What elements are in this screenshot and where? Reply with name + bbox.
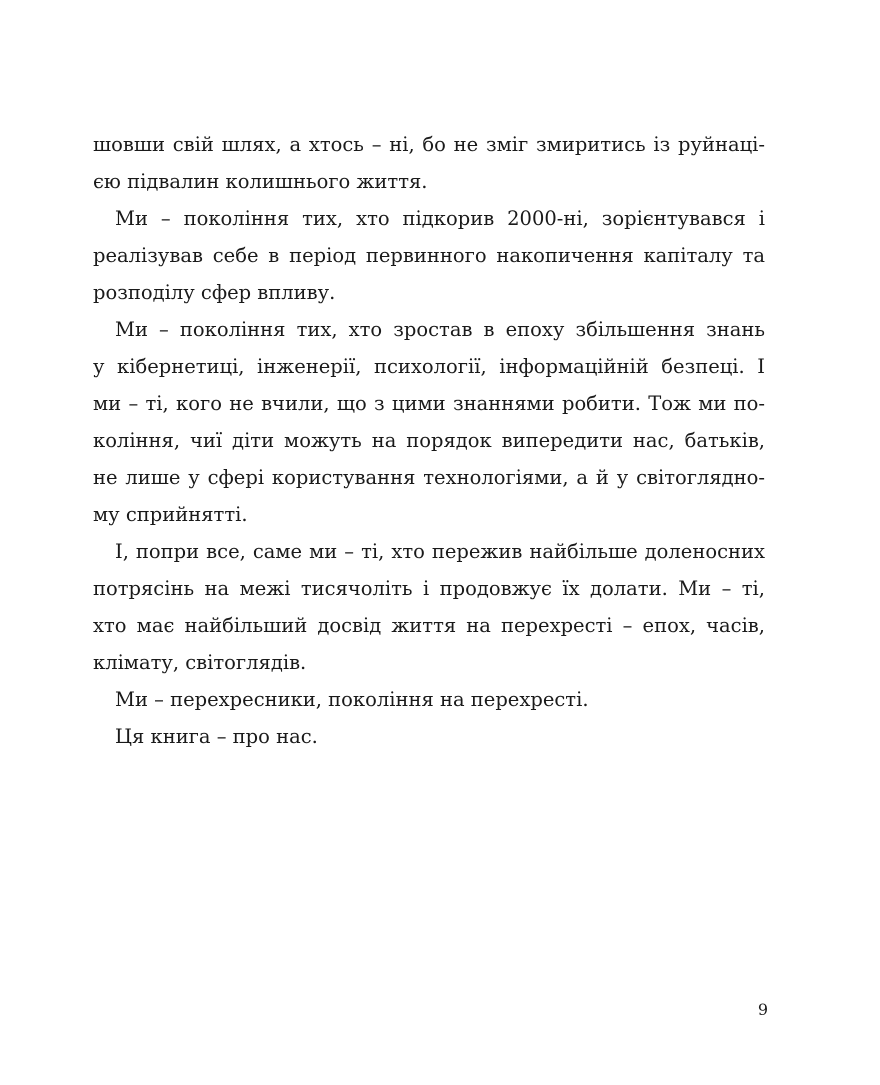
text-line: ми – ті, кого не вчили, що з цими знаннями робити. Тож ми по- (93, 392, 765, 415)
text-line: клімату, світоглядів. (93, 651, 307, 674)
text-line: Ми – перехресники, покоління на перехресті. (115, 688, 589, 711)
text-line: реалізував себе в період первинного накопичення капіталу та (93, 244, 765, 267)
text-line: му сприйнятті. (93, 503, 248, 526)
page-number: 9 (757, 1000, 768, 1019)
body-text (93, 126, 765, 755)
text-line: Ця книга – про нас. (115, 725, 318, 748)
text-line: не лише у сфері користування технологіями, а й у світоглядно- (93, 466, 765, 489)
paragraph (93, 681, 765, 718)
paragraph (93, 126, 765, 200)
paragraph (93, 311, 765, 533)
text-line: Ми – покоління тих, хто підкорив 2000-ні, зорієнтувався і (115, 207, 765, 230)
paragraph (93, 533, 765, 681)
paragraph (93, 718, 765, 755)
text-line: шовши свій шлях, а хтось – ні, бо не зміг змиритись із руйнаці- (93, 133, 765, 156)
text-line: хто має найбільший досвід життя на перехресті – епох, часів, (93, 614, 765, 637)
text-line: коління, чиї діти можуть на порядок випередити нас, батьків, (93, 429, 765, 452)
text-line: у кібернетиці, інженерії, психології, інформаційній безпеці. І (93, 355, 765, 378)
text-line: єю підвалин колишнього життя. (93, 170, 428, 193)
text-line: потрясінь на межі тисячоліть і продовжує їх долати. Ми – ті, (93, 577, 765, 600)
paragraph (93, 200, 765, 311)
text-line: Ми – покоління тих, хто зростав в епоху збільшення знань (115, 318, 765, 341)
text-line: розподілу сфер впливу. (93, 281, 336, 304)
text-line: І, попри все, саме ми – ті, хто пережив найбільше доленосних (115, 540, 765, 563)
